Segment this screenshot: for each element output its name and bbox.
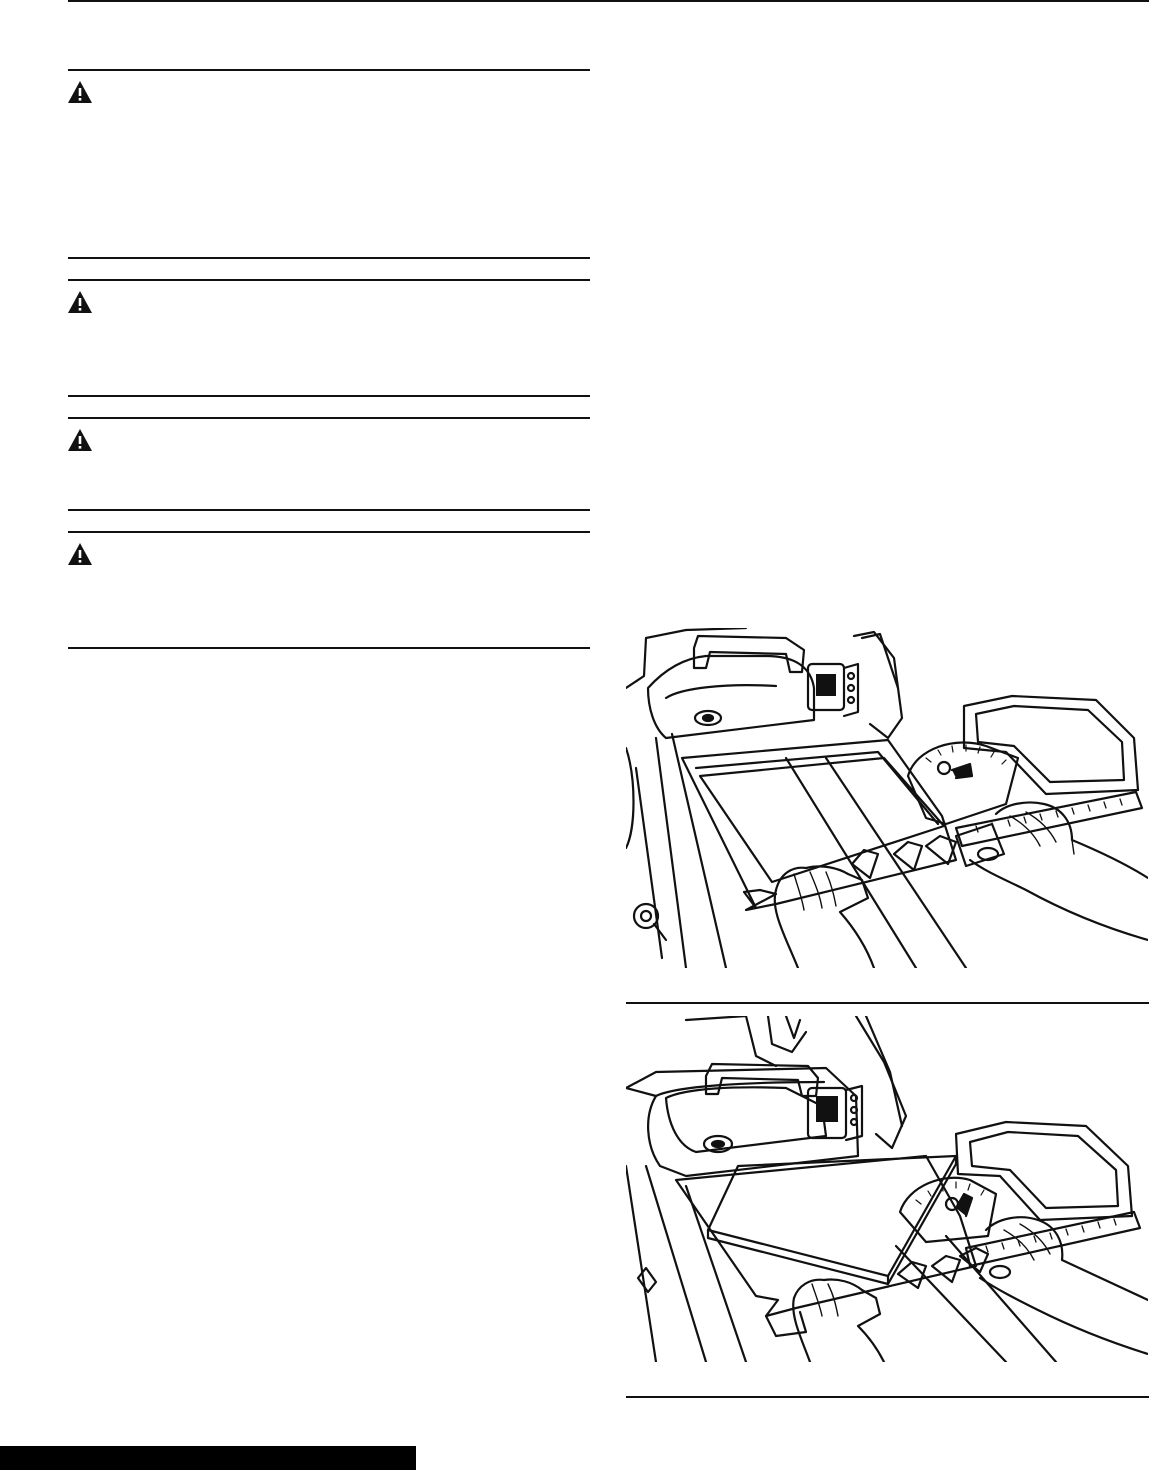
warning-1-top-rule xyxy=(68,69,590,71)
warning-triangle-icon xyxy=(67,542,93,566)
warning-2-bottom-rule xyxy=(68,395,590,397)
warning-triangle-icon xyxy=(67,80,93,104)
figure-tile-diagonal-cut xyxy=(626,1016,1148,1362)
footer-bar xyxy=(0,1446,416,1470)
warning-triangle-icon xyxy=(67,428,93,452)
warning-2-top-rule xyxy=(68,279,590,281)
warning-4-bottom-rule xyxy=(68,647,590,649)
warning-4-top-rule xyxy=(68,531,590,533)
warning-3-top-rule xyxy=(68,417,590,419)
warning-triangle-icon xyxy=(67,290,93,314)
figure-2-caption-rule xyxy=(626,1396,1149,1398)
figure-tile-straight-cut xyxy=(626,628,1148,968)
figure-1-caption-rule xyxy=(626,1002,1149,1004)
header-rule xyxy=(68,0,1149,2)
warning-1-bottom-rule xyxy=(68,257,590,259)
warning-3-bottom-rule xyxy=(68,509,590,511)
